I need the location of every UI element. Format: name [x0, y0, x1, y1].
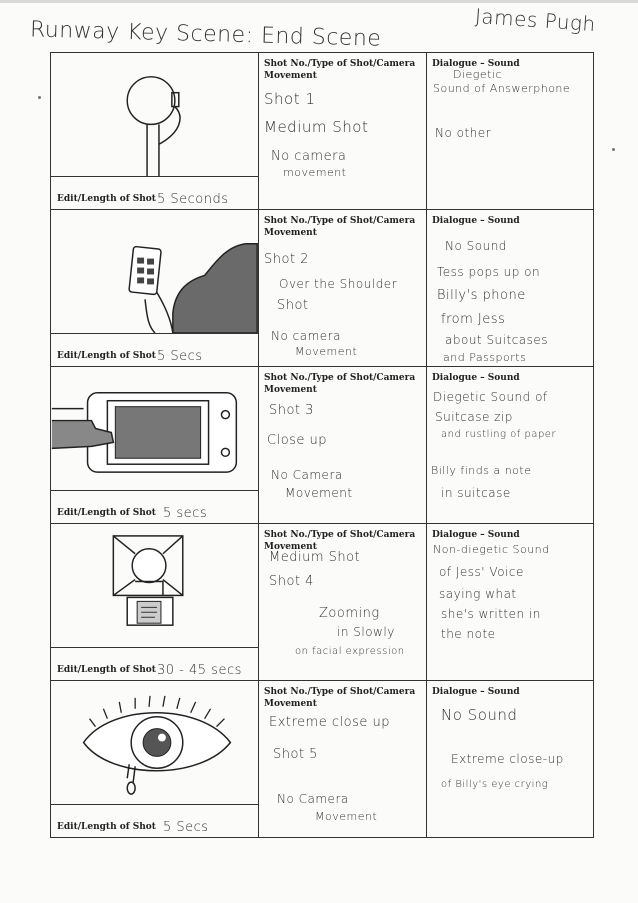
- edit-length-label: Edit/Length of Shot: [57, 665, 156, 675]
- scan-speck: [612, 148, 615, 151]
- dialogue-line: and Passports: [443, 351, 527, 364]
- scan-edge: [0, 0, 638, 3]
- shot-number: Shot 5: [273, 747, 318, 762]
- frame-cell: [51, 53, 259, 209]
- dialogue-line: Sound of Answerphone: [433, 82, 571, 95]
- shot-cell: [259, 681, 427, 837]
- frame-cell: [51, 367, 259, 523]
- shot-header: Shot No./Type of Shot/Camera Movement: [264, 530, 416, 552]
- shot-header: Shot No./Type of Shot/Camera Movement: [264, 216, 416, 238]
- edit-length-value: 5 Secs: [157, 349, 203, 364]
- storyboard-table: [50, 52, 594, 838]
- dialogue-line: Suitcase zip: [435, 410, 513, 424]
- dialogue-line: Diegetic Sound of: [433, 390, 548, 404]
- over-shoulder-phone-sketch: [51, 210, 258, 333]
- shot-header: Shot No./Type of Shot/Camera Movement: [264, 59, 416, 81]
- shot-type: Close up: [267, 433, 328, 448]
- shot-type: Medium Shot: [269, 550, 361, 565]
- dialogue-line: from Jess: [441, 312, 506, 327]
- frame-cell: [51, 681, 259, 837]
- dialogue-header: Dialogue – Sound: [432, 373, 520, 383]
- dialogue-line: No Sound: [445, 239, 507, 253]
- dialogue-line: of Jess' Voice: [439, 565, 524, 579]
- camera-note: No camera: [271, 329, 341, 343]
- edit-length-label: Edit/Length of Shot: [57, 508, 156, 518]
- dialogue-header: Dialogue – Sound: [432, 216, 520, 226]
- dialogue-line: No other: [435, 126, 492, 140]
- page-title: Runway Key Scene: End Scene: [29, 17, 382, 52]
- person-on-phone-sketch: [51, 53, 258, 176]
- sketch-frame-4: [51, 524, 258, 648]
- camera-note: No Camera: [277, 792, 349, 806]
- dialogue-line: Non-diegetic Sound: [433, 543, 550, 556]
- dialogue-line: Diegetic: [453, 68, 503, 81]
- camera-note-2: movement: [283, 166, 347, 179]
- camera-note: No Camera: [271, 468, 343, 482]
- dialogue-line: Tess pops up on: [437, 265, 541, 279]
- shot-type: Over the Shoulder: [279, 277, 398, 291]
- dialogue-header: Dialogue – Sound: [432, 59, 520, 69]
- frame-cell: [51, 524, 259, 680]
- edit-length-value: 30 - 45 secs: [157, 663, 242, 678]
- camera-note-2: Movement: [285, 486, 353, 500]
- storyboard-row-1: [51, 53, 593, 210]
- shot-cell: [259, 210, 427, 366]
- dialogue-line: saying what: [439, 587, 517, 601]
- dialogue-cell: [427, 524, 593, 680]
- camera-note-3: on facial expression: [295, 646, 405, 657]
- dialogue-cell: [427, 367, 593, 523]
- dialogue-line: about Suitcases: [445, 333, 549, 347]
- storyboard-row-2: [51, 210, 593, 367]
- dialogue-line: she's written in: [441, 607, 541, 621]
- edit-length-label: Edit/Length of Shot: [57, 351, 156, 361]
- dialogue-line: of Billy's eye crying: [441, 779, 549, 790]
- shot-header: Shot No./Type of Shot/Camera Movement: [264, 373, 416, 395]
- shot-type: Extreme close up: [269, 715, 390, 730]
- edit-length-value: 5 Secs: [163, 820, 209, 835]
- storyboard-row-5: [51, 681, 593, 837]
- dialogue-line: the note: [441, 627, 496, 641]
- suitcase-zip-sketch: [51, 367, 258, 490]
- crying-eye-sketch: [51, 681, 258, 804]
- camera-note: No camera: [271, 149, 347, 164]
- sketch-frame-1: [51, 53, 258, 177]
- dialogue-line: Extreme close-up: [451, 752, 564, 766]
- shot-number: Shot 1: [264, 90, 316, 108]
- edit-length-label: Edit/Length of Shot: [57, 822, 156, 832]
- camera-note-2: Movement: [315, 810, 378, 823]
- author-name: James Pugh: [474, 3, 597, 37]
- storyboard-row-3: [51, 367, 593, 524]
- dialogue-header: Dialogue – Sound: [432, 530, 520, 540]
- shot-header: Shot No./Type of Shot/Camera Movement: [264, 687, 416, 709]
- sketch-frame-5: [51, 681, 258, 805]
- shot-number: Shot 3: [269, 403, 314, 418]
- dialogue-cell: [427, 681, 593, 837]
- edit-length-value: 5 Seconds: [157, 192, 229, 207]
- frame-cell: [51, 210, 259, 366]
- dialogue-line: No Sound: [441, 706, 518, 724]
- storyboard-row-4: [51, 524, 593, 681]
- shot-type: Medium Shot: [264, 118, 369, 136]
- shot-number: Shot 4: [269, 574, 314, 589]
- dialogue-line: in suitcase: [441, 486, 511, 500]
- camera-note-2: in Slowly: [337, 625, 395, 639]
- shot-cell: [259, 53, 427, 209]
- camera-note: Zooming: [319, 606, 380, 621]
- zoom-face-note-sketch: [51, 524, 258, 647]
- dialogue-line: Billy's phone: [437, 288, 526, 303]
- shot-number: Shot 2: [264, 252, 309, 267]
- shot-type-2: Shot: [277, 298, 309, 313]
- dialogue-header: Dialogue – Sound: [432, 687, 520, 697]
- edit-length-label: Edit/Length of Shot: [57, 194, 156, 204]
- dialogue-cell: [427, 210, 593, 366]
- shot-cell: [259, 524, 427, 680]
- dialogue-line: and rustling of paper: [441, 429, 557, 440]
- edit-length-value: 5 secs: [163, 506, 208, 521]
- sketch-frame-2: [51, 210, 258, 334]
- shot-cell: [259, 367, 427, 523]
- camera-note-2: Movement: [295, 345, 358, 358]
- sketch-frame-3: [51, 367, 258, 491]
- dialogue-cell: [427, 53, 593, 209]
- scan-speck: [38, 96, 41, 99]
- dialogue-line: Billy finds a note: [431, 464, 532, 477]
